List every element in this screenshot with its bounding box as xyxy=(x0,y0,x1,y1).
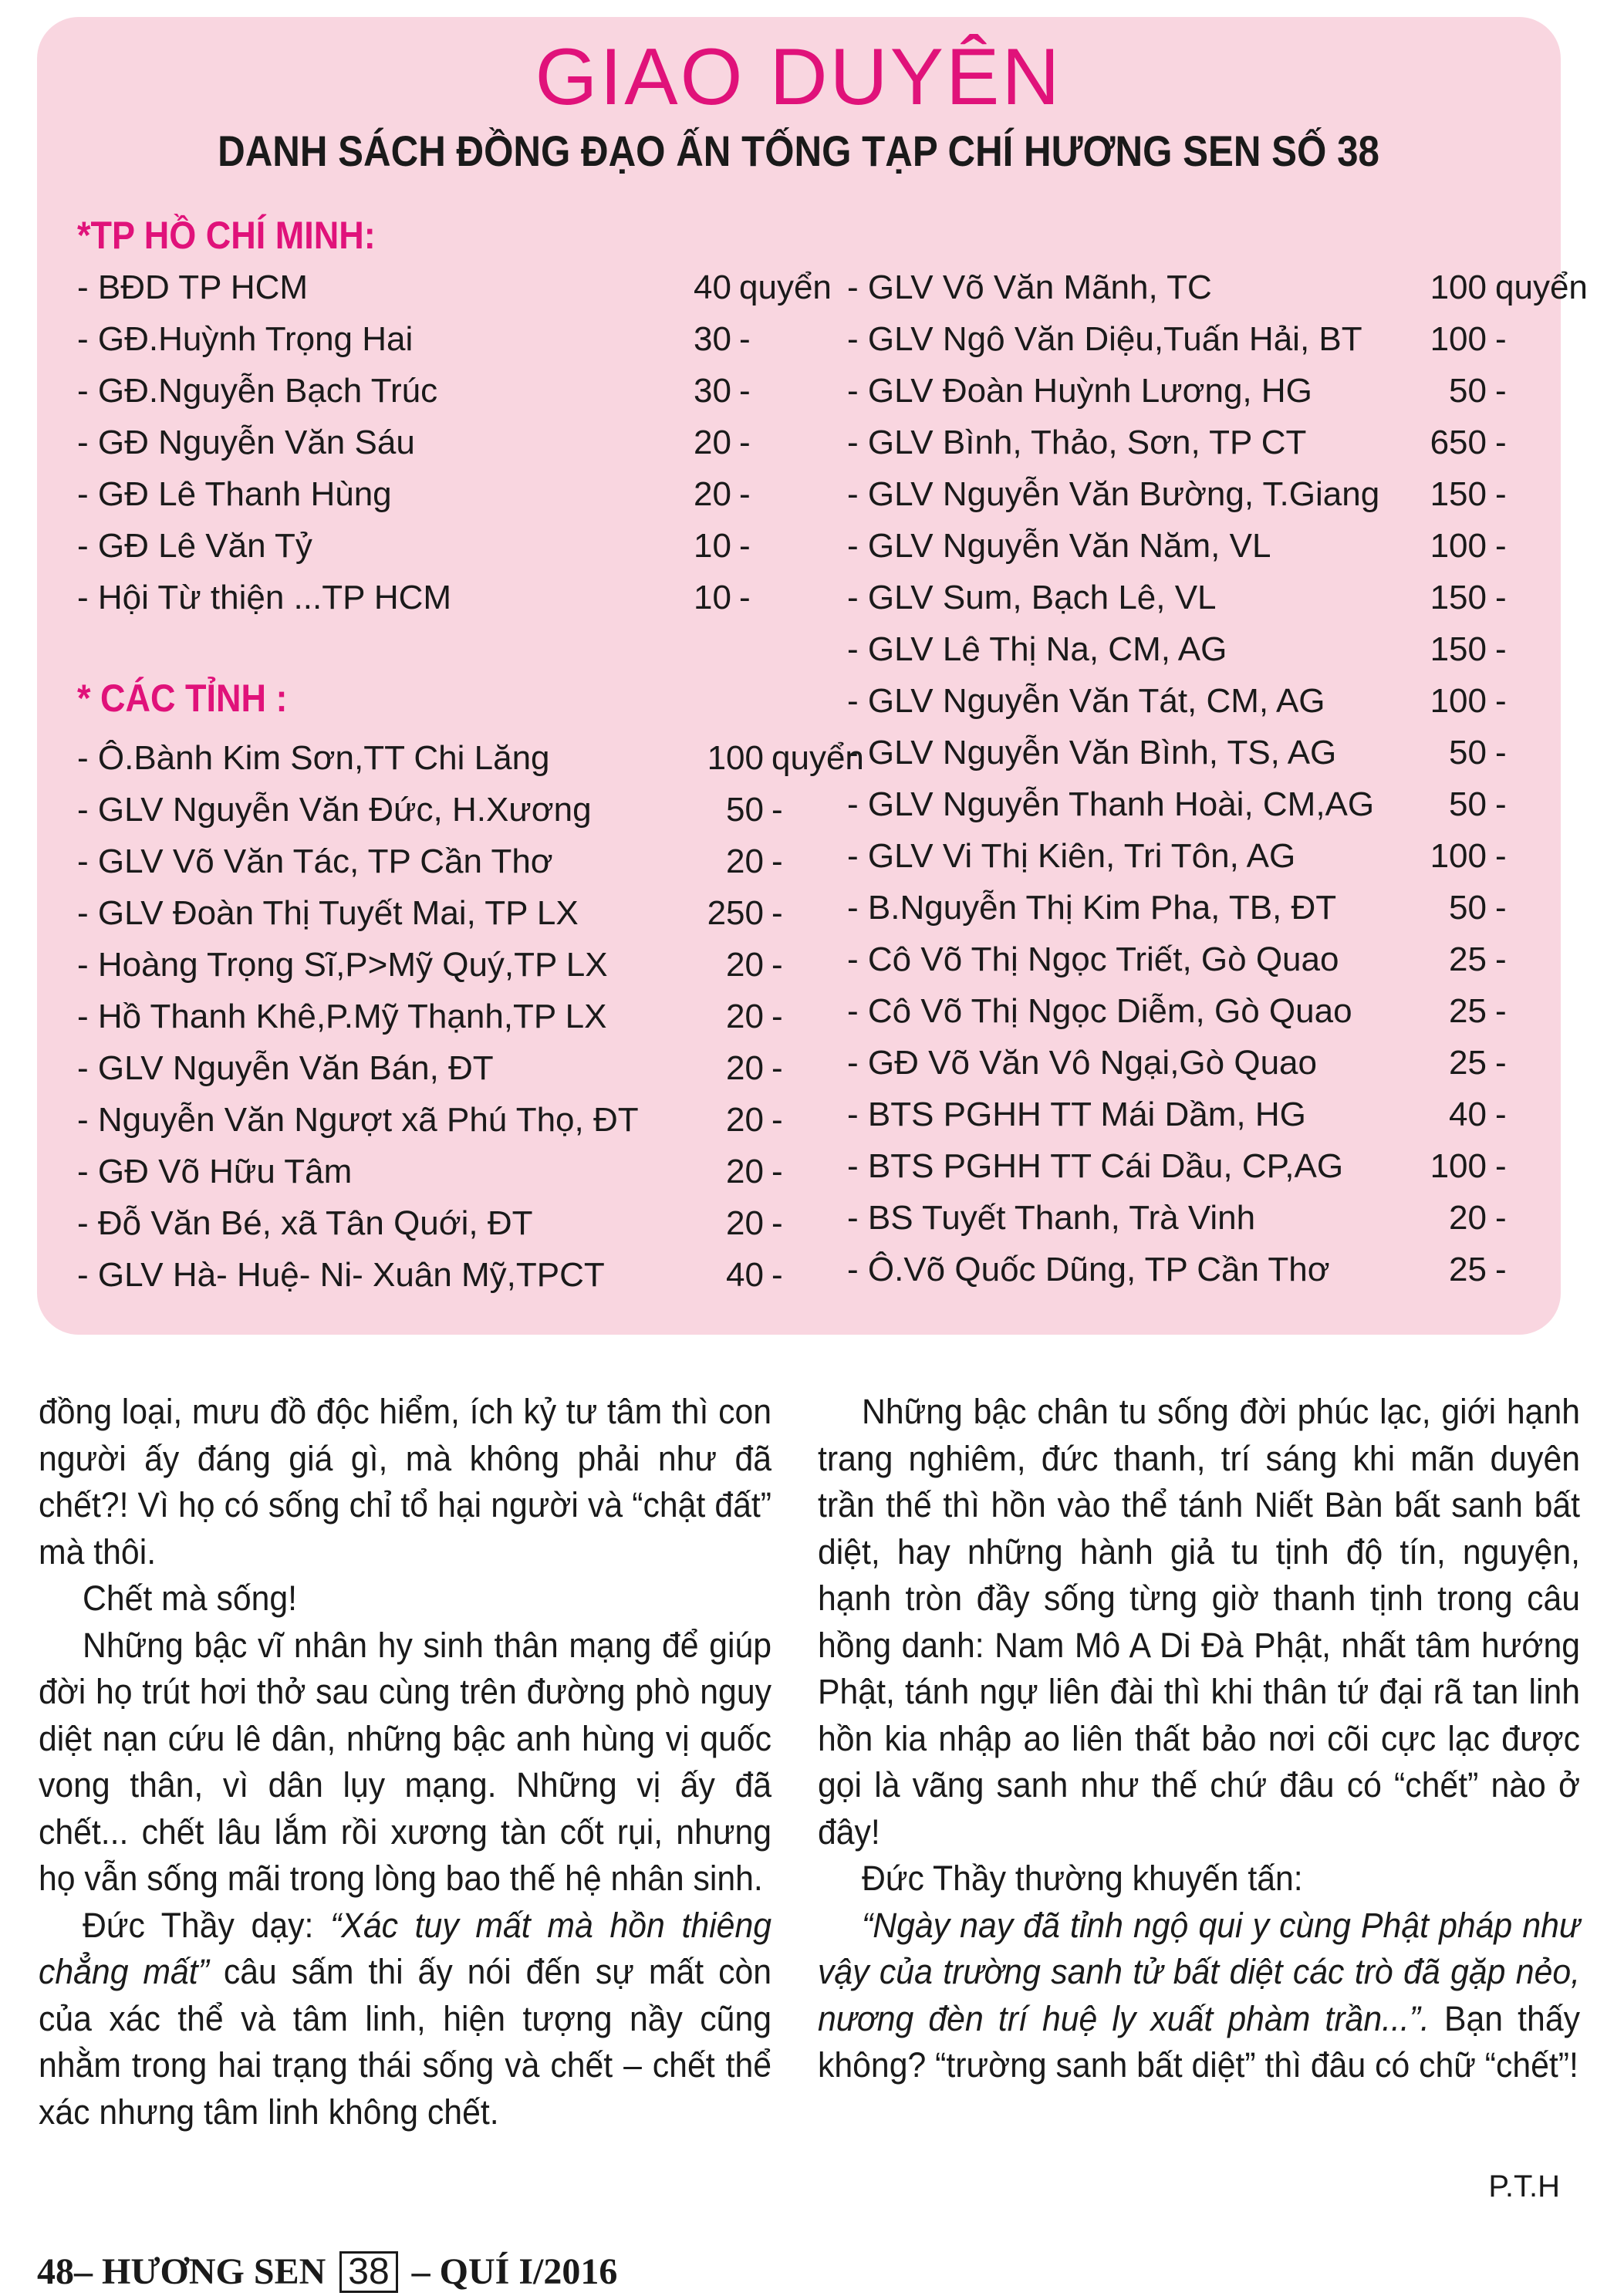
donor-row xyxy=(77,733,864,784)
donor-name: - BĐD TP HCM xyxy=(77,268,309,306)
donor-name: - GLV Nguyễn Văn Đức, H.Xương xyxy=(77,791,592,829)
donor-unit: - xyxy=(1495,992,1507,1030)
quote-text: “Ngày nay đã tỉnh ngộ qui y cùng Phật pháp như vậy của trường sanh tử bất diệt các trò đã gặp nẻo, nương đèn trí huệ ly xuất phàm trần...”. xyxy=(818,1905,1580,2038)
donor-quantity: 25 xyxy=(1449,992,1487,1030)
donor-row xyxy=(847,417,1565,468)
donor-unit: - xyxy=(1495,940,1507,978)
donor-name: - GLV Nguyễn Văn Bường, T.Giang xyxy=(847,475,1380,513)
donor-name: - GLV Bình, Thảo, Sơn, TP CT xyxy=(847,424,1307,461)
donor-unit: - xyxy=(771,946,783,984)
donor-name: - Cô Võ Thị Ngọc Triết, Gò Quao xyxy=(847,940,1339,978)
donor-unit: - xyxy=(1495,1044,1507,1082)
donor-row xyxy=(847,314,1565,365)
donor-quantity: 100 xyxy=(1430,527,1487,565)
donor-quantity: 20 xyxy=(1449,1199,1487,1237)
donor-row xyxy=(847,1244,1565,1295)
donor-unit: - xyxy=(1495,1096,1507,1133)
donor-quantity: 50 xyxy=(1449,734,1487,772)
donor-row xyxy=(847,366,1565,417)
donor-quantity: 40 xyxy=(1449,1096,1487,1133)
donor-quantity: 40 xyxy=(726,1256,764,1294)
donor-quantity: 100 xyxy=(1430,268,1487,306)
donor-quantity: 100 xyxy=(1430,837,1487,875)
donor-name: - GLV Hà- Huệ- Ni- Xuân Mỹ,TPCT xyxy=(77,1256,605,1294)
donor-name: - GLV Nguyễn Văn Năm, VL xyxy=(847,527,1271,565)
donor-name: - GLV Ngô Văn Diệu,Tuấn Hải, BT xyxy=(847,320,1362,358)
donor-quantity: 50 xyxy=(1449,372,1487,410)
donor-quantity: 20 xyxy=(726,1153,764,1190)
donor-row xyxy=(77,417,818,468)
donor-name: - GĐ.Huỳnh Trọng Hai xyxy=(77,320,414,358)
donor-name: - GLV Nguyễn Văn Bán, ĐT xyxy=(77,1049,494,1087)
donor-quantity: 25 xyxy=(1449,1251,1487,1288)
text-run: Bạn thấy không? “trường sanh bất diệt” thì đâu có chữ “chết”! xyxy=(818,1998,1580,2085)
donor-name: - GLV Vi Thị Kiên, Tri Tôn, AG xyxy=(847,837,1296,875)
section-hcm-heading: *TP HỒ CHÍ MINH: xyxy=(77,214,376,257)
article-paragraph xyxy=(818,1903,1580,2089)
donor-unit: - xyxy=(771,1256,783,1294)
donor-name: - GLV Nguyễn Thanh Hoài, CM,AG xyxy=(847,785,1375,823)
donor-quantity: 100 xyxy=(1430,320,1487,358)
donor-unit: - xyxy=(1495,630,1507,668)
donor-unit: - xyxy=(1495,475,1507,513)
donor-quantity: 250 xyxy=(707,894,764,932)
donor-name: - BTS PGHH TT Cái Dầu, CP,AG xyxy=(847,1147,1344,1185)
donor-unit: - xyxy=(1495,734,1507,772)
donor-row xyxy=(77,785,818,836)
donor-row xyxy=(847,572,1565,623)
donor-quantity: 30 xyxy=(694,320,731,358)
donor-quantity: 100 xyxy=(1430,1147,1487,1185)
article-paragraph xyxy=(39,1903,771,2136)
donor-row xyxy=(77,1250,818,1301)
donor-name: - BTS PGHH TT Mái Dầm, HG xyxy=(847,1096,1306,1133)
donor-name: - GĐ.Nguyễn Bạch Trúc xyxy=(77,372,438,410)
donor-quantity: 20 xyxy=(694,424,731,461)
donor-quantity: 20 xyxy=(726,998,764,1035)
footer-issue-number: 38 xyxy=(339,2251,397,2293)
donor-quantity: 150 xyxy=(1430,630,1487,668)
donor-quantity: 150 xyxy=(1430,579,1487,616)
donor-name: - GLV Đoàn Thị Tuyết Mai, TP LX xyxy=(77,894,579,932)
donor-quantity: 100 xyxy=(707,739,764,777)
donor-quantity: 50 xyxy=(1449,785,1487,823)
donor-quantity: 50 xyxy=(1449,889,1487,927)
donor-row xyxy=(77,572,818,623)
donor-quantity: 20 xyxy=(726,1204,764,1242)
donor-name: - GLV Nguyễn Văn Tát, CM, AG xyxy=(847,682,1325,720)
footer-page-magazine: 48– HƯƠNG SEN xyxy=(37,2251,326,2292)
donor-quantity: 20 xyxy=(726,946,764,984)
donor-name: - Hội Từ thiện ...TP HCM xyxy=(77,579,452,616)
donor-quantity: 30 xyxy=(694,372,731,410)
donor-unit: - xyxy=(771,998,783,1035)
article-paragraph: Đức Thầy thường khuyến tấn: xyxy=(862,1859,1303,1898)
article-paragraph: Những bậc vĩ nhân hy sinh thân mạng để giúp đời họ trút hơi thở sau cùng trên đường phò nguy diệt nạn cứu lê dân, những bậc anh hùng vị quốc vong thân, vì dân lụy mạng. Những vị ấy đã chết... chết lâu lắm rồi xương tàn cốt rụi, nhưng họ vẫn sống mãi trong lòng bao thế hệ nhân sinh. xyxy=(39,1625,771,1898)
article-left-column xyxy=(39,1389,771,2136)
donor-unit: - xyxy=(1495,1147,1507,1185)
donor-unit: - xyxy=(771,1049,783,1087)
donor-row xyxy=(77,836,818,887)
donor-unit: - xyxy=(739,475,751,513)
donor-unit: quyển xyxy=(1495,268,1588,306)
donor-row xyxy=(847,779,1565,830)
donor-unit: - xyxy=(771,1153,783,1190)
section-provinces-heading: * CÁC TỈNH : xyxy=(77,677,288,720)
donor-unit: - xyxy=(739,579,751,616)
page-footer xyxy=(37,2251,617,2293)
donor-quantity: 150 xyxy=(1430,475,1487,513)
donor-row xyxy=(77,991,818,1042)
donor-name: - GĐ Võ Văn Vô Ngại,Gò Quao xyxy=(847,1044,1317,1082)
donor-unit: - xyxy=(1495,785,1507,823)
donor-quantity: 10 xyxy=(694,527,731,565)
donor-name: - Hồ Thanh Khê,P.Mỹ Thạnh,TP LX xyxy=(77,998,607,1035)
donor-row xyxy=(77,314,818,365)
donor-quantity: 40 xyxy=(694,268,731,306)
donor-row xyxy=(847,521,1565,572)
quote-text: “Xác tuy mất mà hồn thiêng chẳng mất” xyxy=(39,1905,771,1991)
donor-row xyxy=(847,676,1565,727)
donor-unit: - xyxy=(1495,424,1507,461)
text-run: Đức Thầy dạy: xyxy=(83,1905,331,1945)
donor-quantity: 20 xyxy=(726,1101,764,1139)
donor-row xyxy=(77,1095,818,1146)
donor-row xyxy=(77,262,832,313)
donor-name: - GĐ Lê Văn Tỷ xyxy=(77,527,312,565)
donor-row xyxy=(77,940,818,991)
donor-row xyxy=(847,469,1565,520)
donor-name: - Hoàng Trọng Sĩ,P>Mỹ Quý,TP LX xyxy=(77,946,608,984)
donor-quantity: 20 xyxy=(694,475,731,513)
donor-row xyxy=(847,831,1565,882)
donor-quantity: 25 xyxy=(1449,940,1487,978)
donor-quantity: 25 xyxy=(1449,1044,1487,1082)
donor-name: - GĐ Lê Thanh Hùng xyxy=(77,475,392,513)
donor-unit: - xyxy=(739,527,751,565)
donor-row xyxy=(847,883,1565,934)
donor-unit: - xyxy=(771,1204,783,1242)
donor-row xyxy=(847,1089,1565,1140)
donor-unit: - xyxy=(1495,837,1507,875)
donor-quantity: 50 xyxy=(726,791,764,829)
donor-row xyxy=(77,521,818,572)
donor-name: - B.Nguyễn Thị Kim Pha, TB, ĐT xyxy=(847,889,1337,927)
article-paragraph: Chết mà sống! xyxy=(83,1578,298,1618)
donor-row xyxy=(847,624,1565,675)
donor-unit: - xyxy=(1495,1199,1507,1237)
donor-name: - GLV Đoàn Huỳnh Lương, HG xyxy=(847,372,1312,410)
donor-name: - Nguyễn Văn Ngượt xã Phú Thọ, ĐT xyxy=(77,1101,639,1139)
donor-unit: - xyxy=(739,320,751,358)
donor-unit: - xyxy=(771,894,783,932)
donor-unit: - xyxy=(1495,372,1507,410)
donor-name: - GĐ Nguyễn Văn Sáu xyxy=(77,424,415,461)
donor-name: - GĐ Võ Hữu Tâm xyxy=(77,1153,353,1190)
donor-quantity: 100 xyxy=(1430,682,1487,720)
donor-row xyxy=(77,888,818,939)
donor-unit: - xyxy=(1495,579,1507,616)
donor-quantity: 10 xyxy=(694,579,731,616)
donor-name: - GLV Nguyễn Văn Bình, TS, AG xyxy=(847,734,1337,772)
article-paragraph: đồng loại, mưu đồ độc hiểm, ích kỷ tư tâm thì con người ấy đáng giá gì, mà không phải như đã chết?! Vì họ có sống chỉ tổ hại người và “chật đất” mà thôi. xyxy=(39,1392,771,1572)
donor-unit: - xyxy=(1495,527,1507,565)
donor-name: - Cô Võ Thị Ngọc Diễm, Gò Quao xyxy=(847,992,1352,1030)
donor-unit: - xyxy=(739,372,751,410)
donor-name: - GLV Võ Văn Mãnh, TC xyxy=(847,268,1212,306)
article-right-column xyxy=(818,1389,1580,2089)
page-title: GIAO DUYÊN xyxy=(535,32,1062,122)
donor-unit: - xyxy=(1495,682,1507,720)
donor-row xyxy=(77,1043,818,1094)
donor-row xyxy=(77,469,818,520)
donor-name: - BS Tuyết Thanh, Trà Vinh xyxy=(847,1199,1256,1237)
donor-name: - Ô.Võ Quốc Dũng, TP Cần Thơ xyxy=(847,1251,1330,1288)
donor-row xyxy=(847,1141,1565,1192)
donor-unit: - xyxy=(1495,320,1507,358)
donor-unit: - xyxy=(771,1101,783,1139)
donor-row xyxy=(77,1198,818,1249)
donor-row xyxy=(77,366,818,417)
donor-row xyxy=(847,986,1565,1037)
donor-unit: - xyxy=(1495,1251,1507,1288)
donor-name: - GLV Sum, Bạch Lê, VL xyxy=(847,579,1217,616)
donor-row xyxy=(847,1193,1565,1244)
donor-row xyxy=(847,262,1588,313)
donor-row xyxy=(847,934,1565,985)
donor-quantity: 20 xyxy=(726,1049,764,1087)
donor-unit: quyển xyxy=(771,739,864,777)
text-run: câu sấm thi ấy nói đến sự mất còn của xác thể và tâm linh, hiện tượng nầy cũng nhằm trong hai trạng thái sống và chết – chết thể xác nhưng tâm linh không chết. xyxy=(39,1952,771,2132)
donor-name: - GLV Võ Văn Tác, TP Cần Thơ xyxy=(77,842,553,880)
donor-name: - GLV Lê Thị Na, CM, AG xyxy=(847,630,1227,668)
donor-name: - Đỗ Văn Bé, xã Tân Quới, ĐT xyxy=(77,1204,533,1242)
donor-row xyxy=(847,728,1565,778)
donor-unit: - xyxy=(771,791,783,829)
donor-unit: - xyxy=(739,424,751,461)
donor-row xyxy=(77,1146,818,1197)
donor-quantity: 650 xyxy=(1430,424,1487,461)
author-signature: P.T.H xyxy=(1488,2169,1560,2203)
donor-quantity: 20 xyxy=(726,842,764,880)
donor-row xyxy=(847,1038,1565,1089)
list-subtitle: DANH SÁCH ĐỒNG ĐẠO ẤN TỐNG TẠP CHÍ HƯƠNG SEN SỐ 38 xyxy=(218,127,1379,175)
donor-name: - Ô.Bành Kim Sơn,TT Chi Lăng xyxy=(77,739,550,777)
donor-unit: - xyxy=(1495,889,1507,927)
donor-unit: - xyxy=(771,842,783,880)
footer-quarter: – QUÍ I/2016 xyxy=(411,2251,618,2292)
article-paragraph: Những bậc chân tu sống đời phúc lạc, giới hạnh trang nghiêm, đức thanh, trí sáng khi mãn duyên trần thế thì hồn vào thể tánh Niết Bàn bất sanh bất diệt, hay những hành giả tu tịnh độ tín, nguyện, hạnh tròn đầy sống từng giờ thanh tịnh trong câu hồng danh: Nam Mô A Di Đà Phật, nhất tâm hướng Phật, tánh ngự liên đài thì khi thân tứ đại rã tan linh hồn kia nhập ao liên thất bảo nơi cõi cực lạc được gọi là vãng sanh như thế chứ đâu có “chết” nào ở đây! xyxy=(818,1392,1580,1852)
donor-unit: quyển xyxy=(739,268,832,306)
